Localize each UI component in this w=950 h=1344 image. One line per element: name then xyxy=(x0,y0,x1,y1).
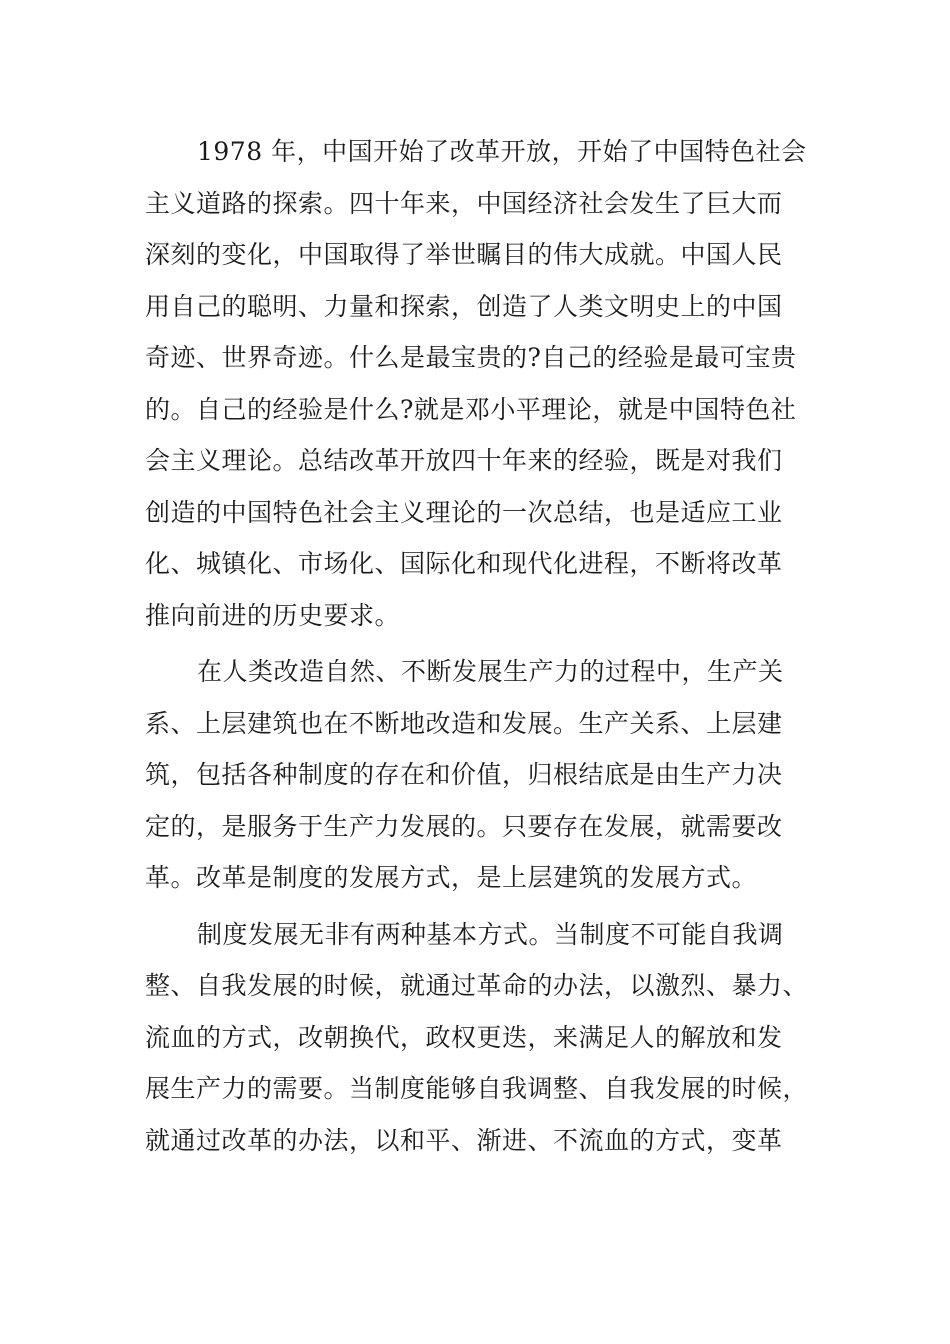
text-line: 流血的方式，改朝换代，政权更迭，来满足人的解放和发 xyxy=(145,1022,783,1052)
text-line: 展生产力的需要。当制度能够自我调整、自我发展的时候， xyxy=(145,1074,809,1103)
text-line: 筑，包括各种制度的存在和价值，归根结底是由生产力决 xyxy=(145,760,783,789)
text-line: 奇迹、世界奇迹。什么是最宝贵的?自己的经验是最可宝贵 xyxy=(145,343,797,372)
text-line: 用自己的聪明、力量和探索，创造了人类文明史上的中国 xyxy=(145,291,783,321)
paragraph-2 xyxy=(145,646,805,904)
text-line: 1978 年，中国开始了改革开放，开始了中国特色社会 xyxy=(197,137,807,166)
body-text xyxy=(145,126,809,1166)
text-line: 整、自我发展的时候，就通过革命的办法，以激烈、暴力、 xyxy=(145,971,809,1000)
text-line: 深刻的变化，中国取得了举世瞩目的伟大成就。中国人民 xyxy=(145,240,783,269)
paragraph-1 xyxy=(145,126,805,641)
text-line: 会主义理论。总结改革开放四十年来的经验，既是对我们 xyxy=(145,446,783,475)
text-line: 系、上层建筑也在不断地改造和发展。生产关系、上层建 xyxy=(145,708,783,738)
paragraph-3 xyxy=(145,909,809,1167)
text-line: 推向前进的历史要求。 xyxy=(145,600,401,630)
text-line: 制度发展无非有两种基本方式。当制度不可能自我调 xyxy=(197,919,784,949)
text-line: 的。自己的经验是什么?就是邓小平理论，就是中国特色社 xyxy=(145,394,797,424)
text-line: 在人类改造自然、不断发展生产力的过程中，生产关 xyxy=(197,657,784,686)
text-line: 革。改革是制度的发展方式，是上层建筑的发展方式。 xyxy=(145,863,758,892)
text-line: 化、城镇化、市场化、国际化和现代化进程，不断将改革 xyxy=(145,549,783,578)
text-line: 就通过改革的办法，以和平、渐进、不流血的方式，变革 xyxy=(145,1125,783,1155)
text-line: 主义道路的探索。四十年来，中国经济社会发生了巨大而 xyxy=(145,188,783,218)
text-line: 创造的中国特色社会主义理论的一次总结，也是适应工业 xyxy=(145,497,783,527)
text-line: 定的，是服务于生产力发展的。只要存在发展，就需要改 xyxy=(145,811,783,841)
